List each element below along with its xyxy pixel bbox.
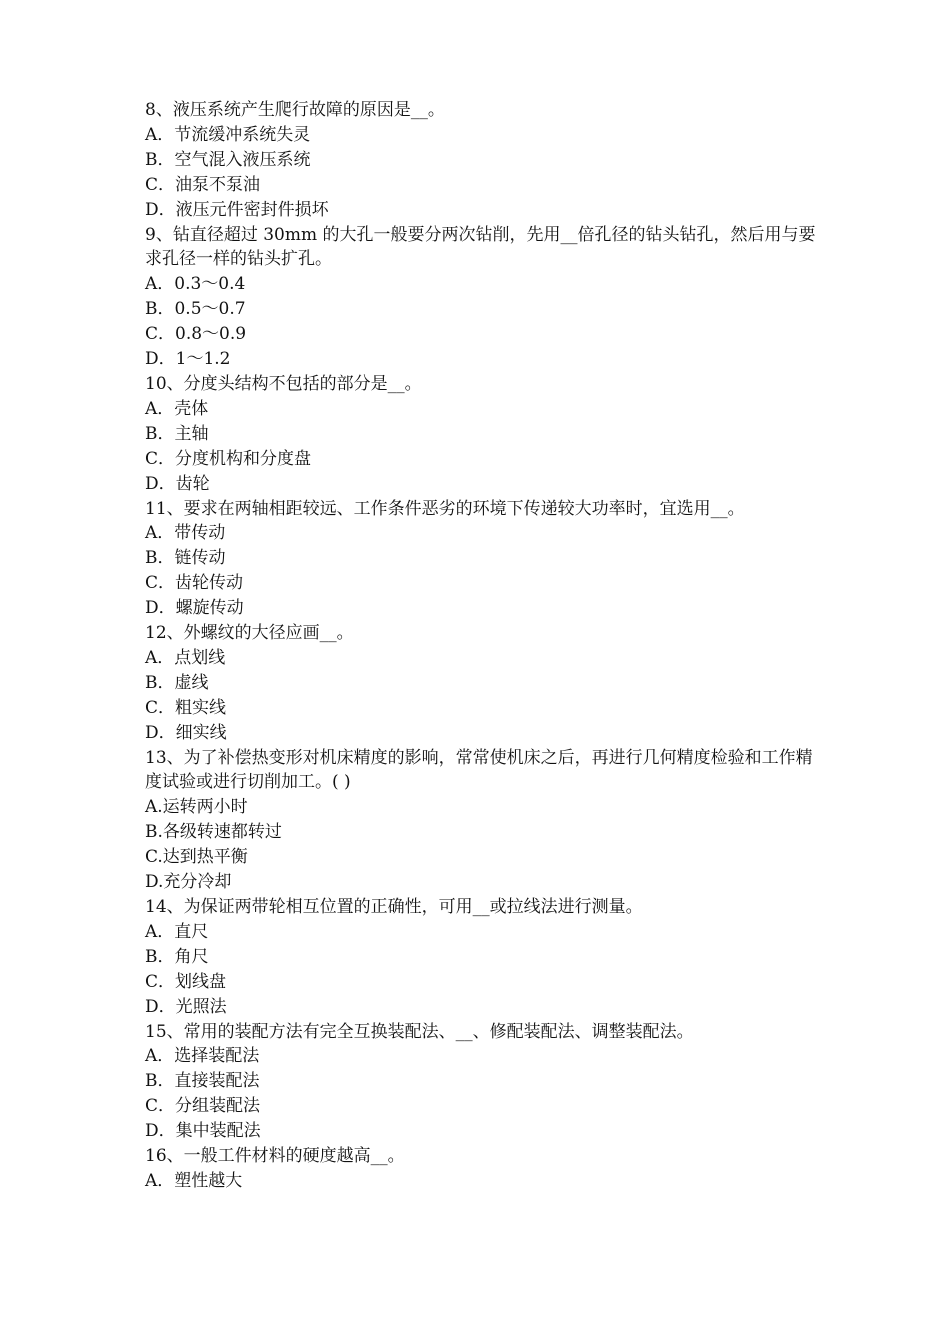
option-c: C．齿轮传动 — [145, 573, 244, 594]
option-c: C.达到热平衡 — [145, 847, 248, 868]
option-d: D．1～1.2 — [145, 349, 231, 370]
question-10 — [145, 372, 825, 497]
option-a: A．0.3～0.4 — [145, 274, 246, 295]
question-stem: 12、外螺纹的大径应画__。 — [145, 623, 354, 644]
question-14 — [145, 895, 825, 1020]
option-a: A．壳体 — [145, 398, 209, 419]
question-8 — [145, 98, 825, 223]
option-a: A．直尺 — [145, 921, 209, 942]
option-b: B．虚线 — [145, 672, 209, 693]
option-c: C．划线盘 — [145, 971, 227, 992]
option-a: A．塑性越大 — [145, 1170, 243, 1191]
option-c: C．油泵不泵油 — [145, 174, 261, 195]
option-d: D．光照法 — [145, 996, 227, 1017]
question-stem: 11、要求在两轴相距较远、工作条件恶劣的环境下传递较大功率时，宜选用__。 — [145, 498, 745, 519]
option-c: C．分度机构和分度盘 — [145, 448, 312, 469]
question-15 — [145, 1020, 825, 1145]
question-16 — [145, 1144, 825, 1194]
option-a: A．带传动 — [145, 523, 226, 544]
option-c: C．0.8～0.9 — [145, 324, 247, 345]
question-stem: 8、液压系统产生爬行故障的原因是__。 — [145, 100, 445, 120]
question-stem: 13、为了补偿热变形对机床精度的影响，常常使机床之后，再进行几何精度检验和工作精度试验或进行切削加工。( ) — [145, 747, 813, 793]
option-b: B.各级转速都转过 — [145, 822, 282, 843]
option-c: C．分组装配法 — [145, 1096, 261, 1117]
question-stem: 14、为保证两带轮相互位置的正确性，可用__或拉线法进行测量。 — [145, 897, 643, 917]
option-a: A.运转两小时 — [145, 797, 248, 818]
question-9 — [145, 223, 825, 372]
question-list — [145, 98, 825, 1194]
question-12 — [145, 621, 825, 746]
option-c: C．粗实线 — [145, 697, 227, 718]
option-d: D．螺旋传动 — [145, 598, 244, 619]
option-a: A．节流缓冲系统失灵 — [145, 124, 311, 145]
option-b: B．链传动 — [145, 548, 226, 569]
question-11 — [145, 497, 825, 622]
option-b: B．直接装配法 — [145, 1071, 260, 1092]
question-13 — [145, 746, 825, 895]
option-d: D．液压元件密封件损坏 — [145, 199, 329, 220]
option-d: D.充分冷却 — [145, 872, 232, 893]
question-stem: 9、钻直径超过 30mm 的大孔一般要分两次钻削，先用__倍孔径的钻头钻孔，然后用与要求孔径一样的钻头扩孔。 — [145, 224, 816, 270]
option-a: A．选择装配法 — [145, 1046, 260, 1067]
option-b: B．主轴 — [145, 423, 209, 444]
option-b: B．0.5～0.7 — [145, 299, 246, 320]
option-d: D．集中装配法 — [145, 1121, 261, 1142]
option-d: D．细实线 — [145, 722, 227, 743]
option-d: D．齿轮 — [145, 473, 210, 494]
option-b: B．角尺 — [145, 946, 209, 967]
question-stem: 16、一般工件材料的硬度越高__。 — [145, 1146, 405, 1167]
option-b: B．空气混入液压系统 — [145, 149, 311, 170]
question-stem: 10、分度头结构不包括的部分是__。 — [145, 373, 422, 394]
question-stem: 15、常用的装配方法有完全互换装配法、__、修配装配法、调整装配法。 — [145, 1021, 694, 1042]
option-a: A．点划线 — [145, 647, 226, 668]
